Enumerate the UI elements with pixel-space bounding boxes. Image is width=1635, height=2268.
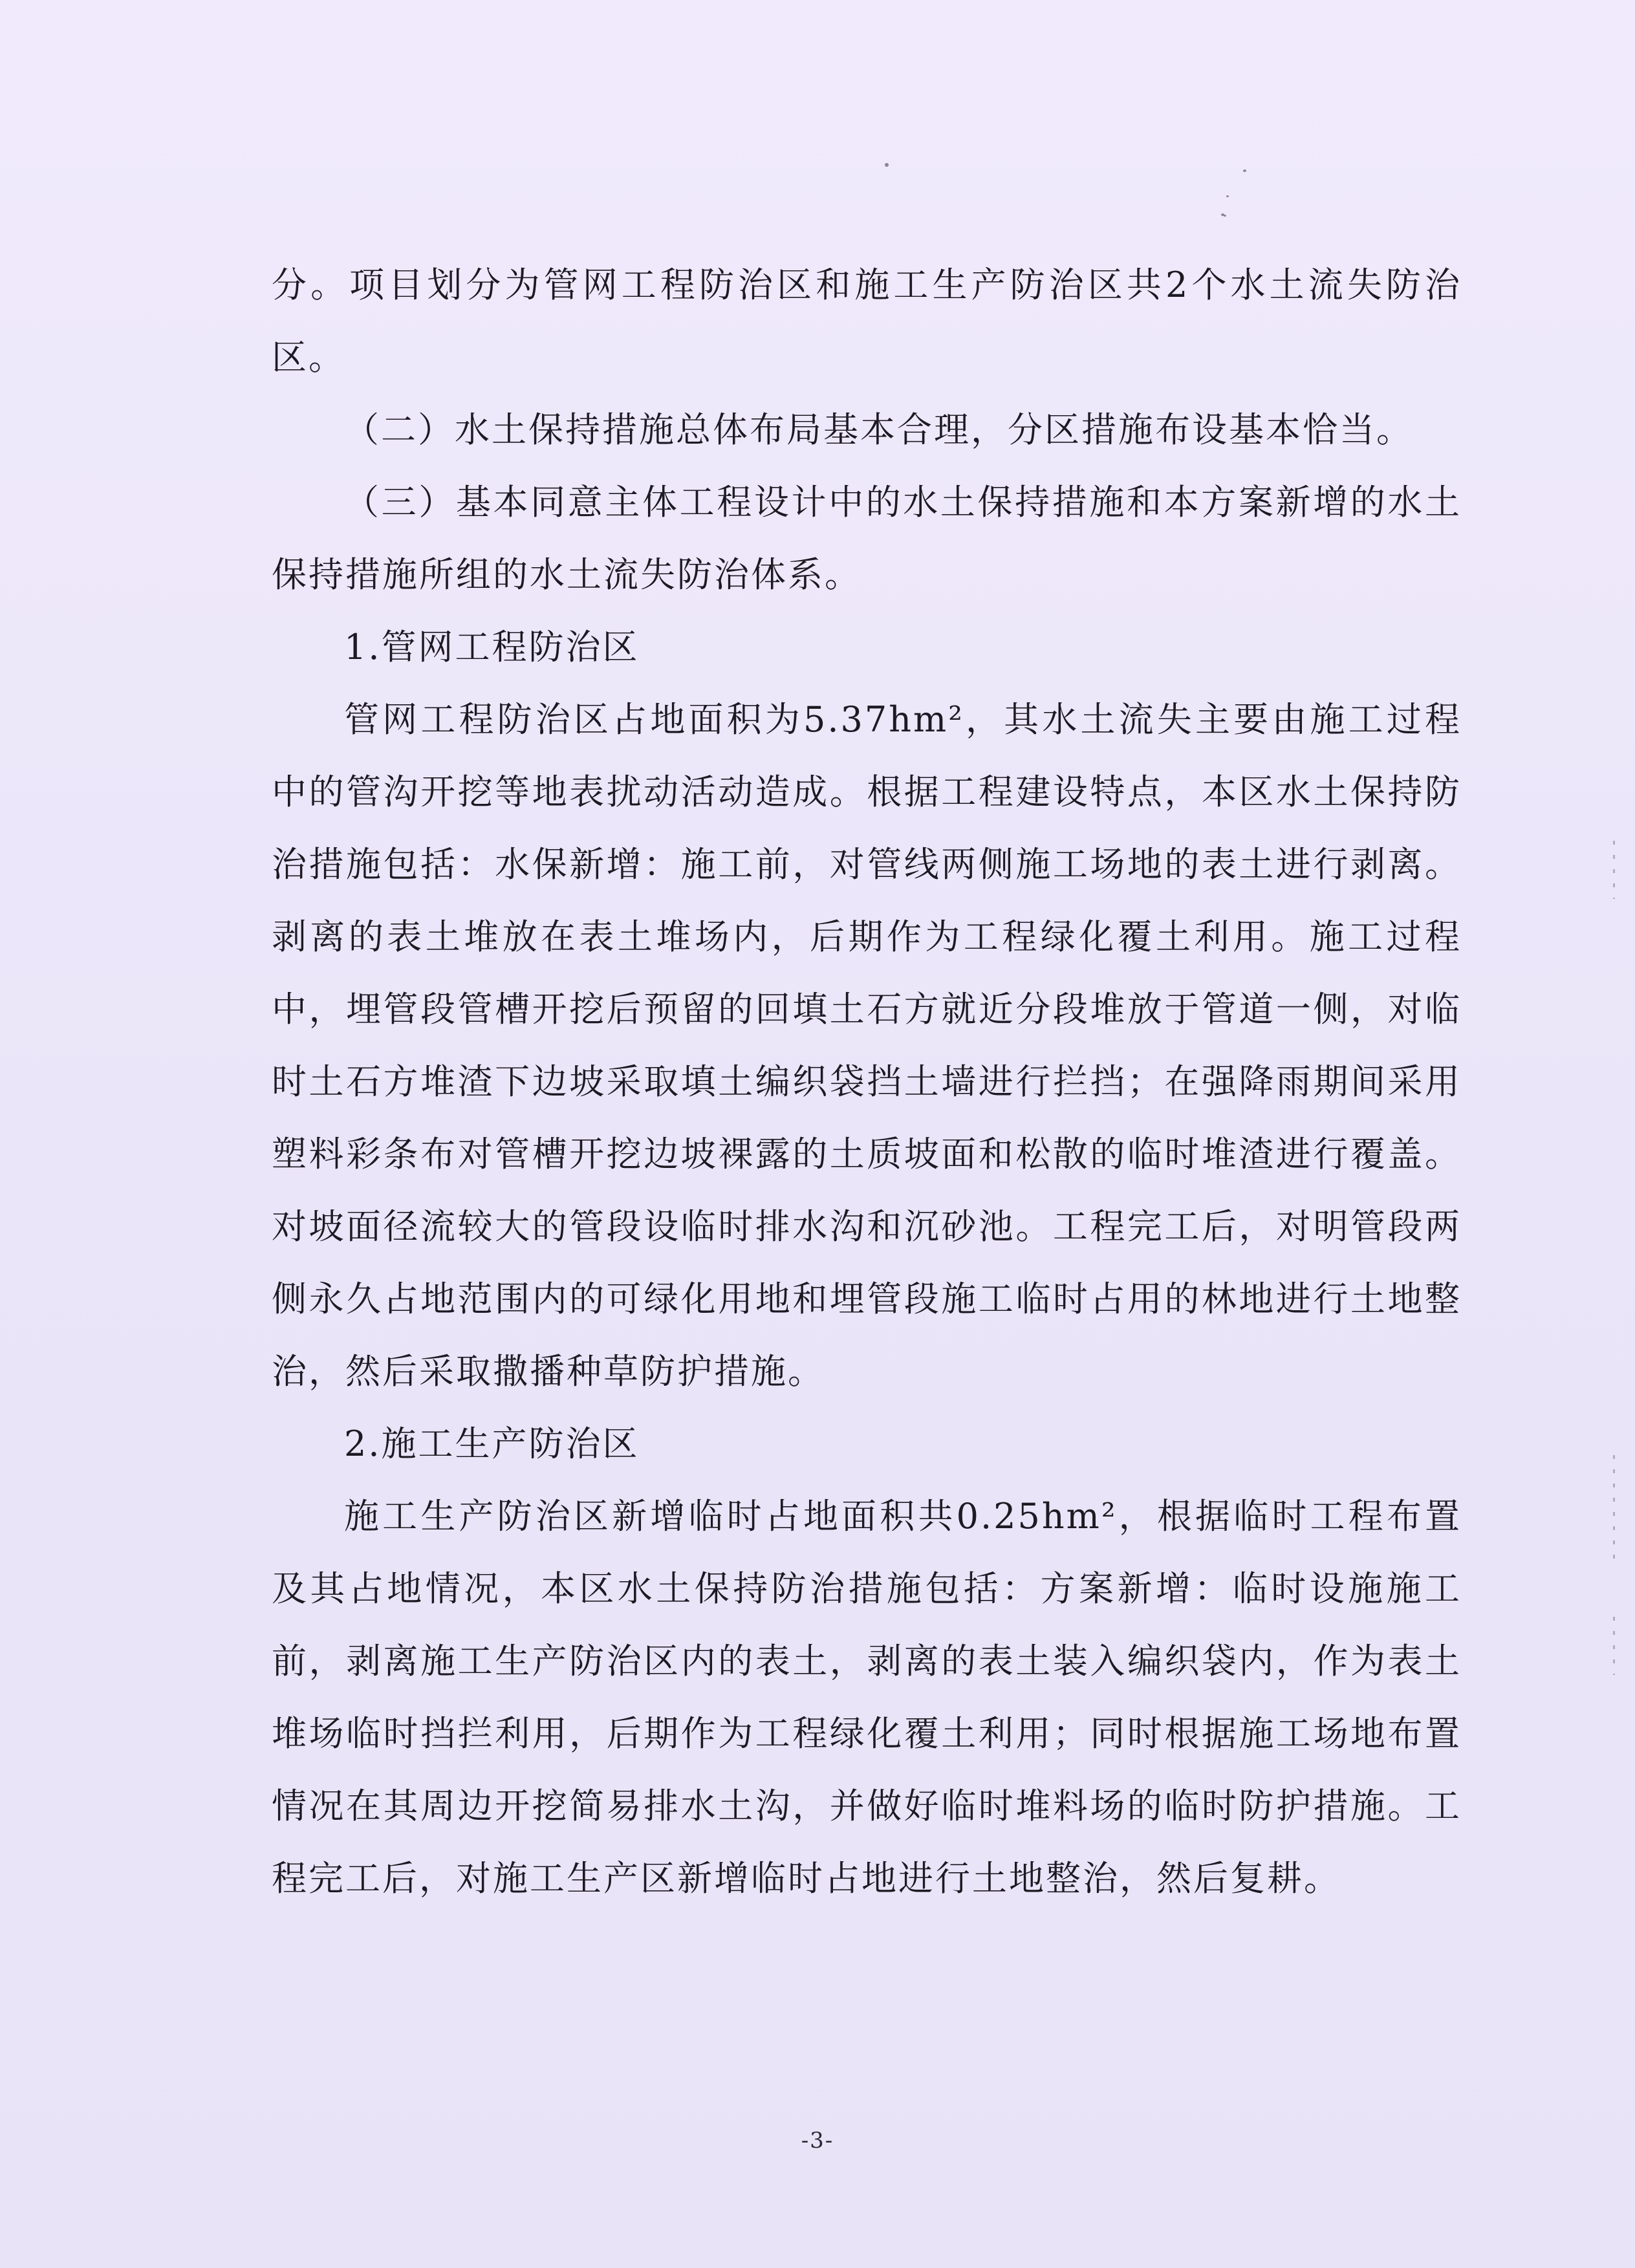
- scan-edge-marks: [1613, 1455, 1615, 1559]
- paragraph-layout: （二）水土保持措施总体布局基本合理，分区措施布设基本恰当。: [344, 409, 1413, 450]
- scan-speck: [1226, 195, 1229, 197]
- scan-speck: [1224, 215, 1226, 217]
- paragraph-pipe-network: 管网工程防治区占地面积为5.37hm²，其水土流失主要由施工过程中的管沟开挖等地表扰动活动造成。根据工程建设特点，本区水土保持防治措施包括：水保新增：施工前，对管线两侧施工场地的表土进行剥离。剥离的表土堆放在表土堆场内，后期作为工程绿化覆土利用。施工过程中，埋管段管槽开挖后预留的回填土石方就近分段堆放于管道一侧，对临时土石方堆渣下边坡采取填土编织袋挡土墙进行拦挡；在强降雨期间采用塑料彩条布对管槽开挖边坡裸露的土质坡面和松散的临时堆渣进行覆盖。对坡面径流较大的管段设临时排水沟和沉砂池。工程完工后，对明管段两侧永久占地范围内的可绿化用地和埋管段施工临时占用的林地进行土地整治，然后采取撒播种草防护措施。: [272, 699, 1462, 1392]
- paragraph-system: （三）基本同意主体工程设计中的水土保持措施和本方案新增的水土保持措施所组的水土流失防治体系。: [272, 482, 1462, 595]
- scan-edge-marks: [1613, 1617, 1615, 1675]
- section-heading-construction: 2.施工生产防治区: [344, 1423, 640, 1464]
- scan-edge-marks: [1613, 841, 1615, 899]
- paragraph-division: 分。项目划分为管网工程防治区和施工生产防治区共2个水土流失防治区。: [272, 265, 1462, 378]
- section-heading-pipe-network: 1.管网工程防治区: [344, 627, 640, 667]
- scan-speck: [885, 163, 889, 167]
- page-number: -3-: [801, 2128, 834, 2154]
- body-text: [272, 249, 1462, 1915]
- paragraph-construction: 施工生产防治区新增临时占地面积共0.25hm²，根据临时工程布置及其占地情况，本区水土保持防治措施包括：方案新增：临时设施施工前，剥离施工生产防治区内的表土，剥离的表土装入编织袋内，作为表土堆场临时挡拦利用，后期作为工程绿化覆土利用；同时根据施工场地布置情况在其周边开挖简易排水土沟，并做好临时堆料场的临时防护措施。工程完工后，对施工生产区新增临时占地进行土地整治，然后复耕。: [272, 1496, 1462, 1899]
- scan-speck: [1243, 169, 1246, 172]
